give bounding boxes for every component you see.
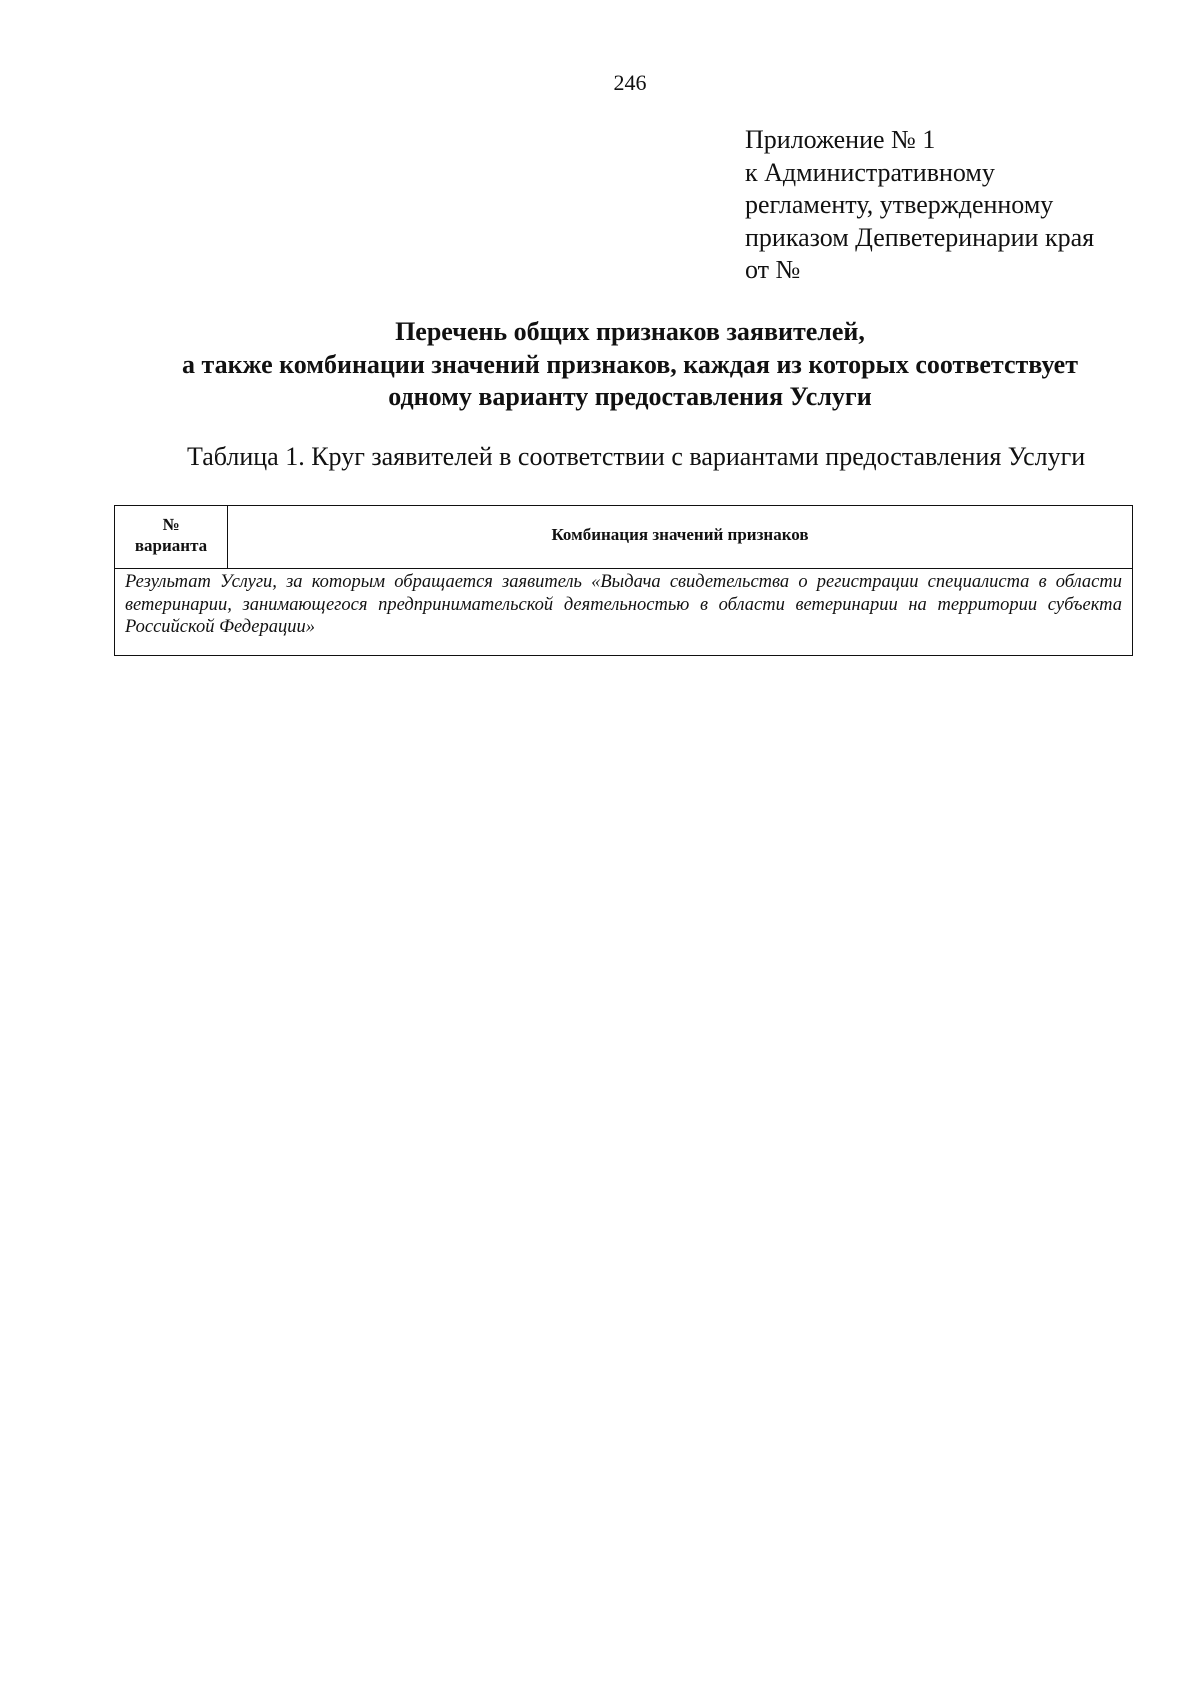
header-number-sign: №: [162, 515, 180, 534]
table-caption: Таблица 1. Круг заявителей в соответствии с вариантами предоставления Услуги: [187, 442, 1086, 471]
appendix-line: Приложение № 1: [745, 125, 936, 154]
table-header: [115, 506, 1132, 569]
appendix-block: [745, 124, 1165, 287]
heading-line: а также комбинации значений признаков, каждая из которых соответствует: [182, 349, 1078, 379]
combination-header: Комбинация значений признаков: [551, 524, 809, 544]
heading-line: Перечень общих признаков заявителей,: [395, 317, 865, 346]
appendix-line: регламенту, утвержденному: [745, 190, 1054, 219]
applicants-table: [114, 505, 1133, 656]
appendix-line: к Административному: [745, 157, 995, 187]
appendix-line: от №: [745, 255, 801, 284]
appendix-line: приказом Депветеринарии края: [745, 222, 1095, 252]
heading-line: одному варианту предоставления Услуги: [388, 382, 872, 411]
document-heading: [100, 316, 1160, 414]
variant-number-header: [115, 506, 228, 568]
table-row: Результат Услуги, за которым обращается заявитель «Выдача свидетельства о регистрации специалиста в области ветеринарии, занимающегося предпринимательской деятельностью в области ветеринарии на территории субъекта Российской Федерации»: [125, 572, 1122, 637]
header-variant-label: варианта: [134, 536, 208, 555]
page-number: 246: [613, 70, 647, 95]
